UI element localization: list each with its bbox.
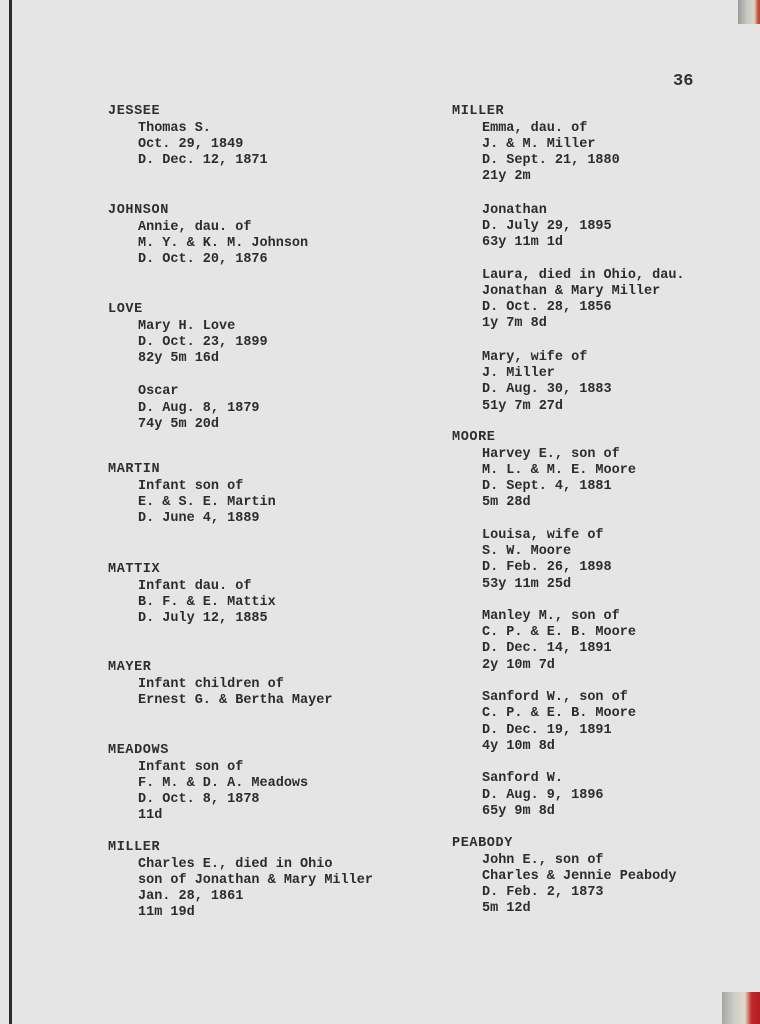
family-entry-johnson: [108, 203, 308, 268]
record-line: Oscar: [138, 384, 179, 400]
binding-edge-line: [9, 0, 12, 1024]
record-line: D. Sept. 21, 1880: [482, 153, 620, 169]
record-line: 53y 11m 25d: [482, 576, 572, 592]
record-line: D. Aug. 9, 1896: [482, 787, 604, 803]
record-line: Laura, died in Ohio, dau.: [482, 267, 685, 283]
record-line: 51y 7m 27d: [482, 398, 564, 414]
surname-heading: PEABODY: [452, 836, 513, 851]
record-line: Infant son of: [138, 759, 244, 775]
record-line: F. M. & D. A. Meadows: [138, 775, 309, 791]
record-line: J. Miller: [482, 366, 555, 382]
record-line: Charles E., died in Ohio: [138, 856, 333, 872]
record-line: J. & M. Miller: [482, 136, 596, 152]
record-line: Annie, dau. of: [138, 219, 252, 235]
family-entry-jessee: [108, 104, 268, 169]
adjacent-page-edge-top: [738, 0, 760, 24]
person-record: [108, 579, 276, 628]
record-line: Emma, dau. of: [482, 120, 588, 136]
person-record: [108, 760, 308, 825]
record-line: Mary, wife of: [482, 349, 588, 365]
record-line: Sanford W., son of: [482, 690, 628, 706]
record-line: B. F. & E. Mattix: [138, 594, 276, 610]
record-line: Oct. 29, 1849: [138, 136, 244, 152]
person-record: [108, 479, 276, 528]
record-line: 1y 7m 8d: [482, 316, 547, 332]
record-line: D. Oct. 20, 1876: [138, 252, 268, 268]
record-line: John E., son of: [482, 852, 604, 868]
record-line: D. Oct. 23, 1899: [138, 334, 268, 350]
family-entry-martin: [108, 462, 276, 527]
record-line: S. W. Moore: [482, 543, 572, 559]
record-line: D. Dec. 14, 1891: [482, 641, 612, 657]
record-line: Ernest G. & Bertha Mayer: [138, 692, 333, 708]
record-line: Jan. 28, 1861: [138, 889, 244, 905]
record-line: Jonathan: [482, 202, 547, 218]
person-record: [108, 121, 268, 170]
record-line: M. L. & M. E. Moore: [482, 462, 636, 478]
person-record: [452, 268, 685, 333]
record-line: D. July 29, 1895: [482, 218, 612, 234]
record-line: D. Feb. 26, 1898: [482, 560, 612, 576]
record-line: D. Dec. 19, 1891: [482, 722, 612, 738]
surname-heading: MOORE: [452, 430, 496, 445]
record-line: 4y 10m 8d: [482, 738, 555, 754]
surname-heading: MEADOWS: [108, 743, 169, 758]
person-record: [452, 121, 685, 186]
person-record: [108, 220, 308, 269]
record-line: D. Dec. 12, 1871: [138, 153, 268, 169]
record-line: D. Aug. 8, 1879: [138, 400, 260, 416]
person-record: [108, 677, 332, 710]
record-line: Infant son of: [138, 478, 244, 494]
surname-heading: LOVE: [108, 302, 143, 317]
record-line: Infant dau. of: [138, 578, 252, 594]
record-line: Manley M., son of: [482, 608, 620, 624]
person-record: [452, 609, 636, 674]
family-entry-moore: [452, 430, 636, 820]
record-line: D. Oct. 8, 1878: [138, 792, 260, 808]
record-line: D. June 4, 1889: [138, 511, 260, 527]
surname-heading: MARTIN: [108, 462, 161, 477]
record-line: D. July 12, 1885: [138, 611, 268, 627]
record-line: Jonathan & Mary Miller: [482, 283, 661, 299]
record-line: D. Aug. 30, 1883: [482, 382, 612, 398]
family-entry-miller: [452, 104, 685, 415]
family-entry-mattix: [108, 562, 276, 627]
record-line: 82y 5m 16d: [138, 351, 220, 367]
record-line: 74y 5m 20d: [138, 416, 220, 432]
record-line: 65y 9m 8d: [482, 803, 555, 819]
record-line: Infant children of: [138, 676, 284, 692]
record-line: D. Feb. 2, 1873: [482, 885, 604, 901]
person-record: [452, 690, 636, 755]
record-line: 63y 11m 1d: [482, 235, 564, 251]
adjacent-page-edge-bottom: [722, 992, 760, 1024]
record-line: Harvey E., son of: [482, 446, 620, 462]
family-entry-mayer: [108, 660, 332, 709]
record-line: 11m 19d: [138, 905, 195, 921]
person-record: [108, 319, 268, 368]
record-line: 5m 12d: [482, 901, 531, 917]
surname-heading: JESSEE: [108, 104, 161, 119]
record-line: C. P. & E. B. Moore: [482, 625, 636, 641]
page-number: 36: [673, 72, 694, 91]
surname-heading: MILLER: [452, 104, 505, 119]
family-entry-peabody: [452, 836, 676, 918]
record-line: 11d: [138, 808, 163, 824]
surname-heading: MILLER: [108, 840, 161, 855]
family-entry-miller-left: [108, 840, 373, 922]
record-line: E. & S. E. Martin: [138, 494, 276, 510]
person-record: [452, 350, 685, 415]
record-line: Sanford W.: [482, 771, 564, 787]
person-record: [452, 771, 636, 820]
surname-heading: MAYER: [108, 660, 152, 675]
record-line: D. Oct. 28, 1856: [482, 300, 612, 316]
surname-heading: MATTIX: [108, 562, 161, 577]
person-record: [452, 528, 636, 593]
record-line: M. Y. & K. M. Johnson: [138, 235, 309, 251]
person-record: [452, 853, 676, 918]
person-record: [452, 447, 636, 512]
record-line: Charles & Jennie Peabody: [482, 868, 677, 884]
record-line: D. Sept. 4, 1881: [482, 479, 612, 495]
record-line: Louisa, wife of: [482, 527, 604, 543]
surname-heading: JOHNSON: [108, 203, 169, 218]
person-record: [108, 384, 268, 433]
person-record: [108, 857, 373, 922]
record-line: Thomas S.: [138, 120, 211, 136]
family-entry-love: [108, 302, 268, 433]
record-line: 2y 10m 7d: [482, 657, 555, 673]
record-line: Mary H. Love: [138, 318, 236, 334]
family-entry-meadows: [108, 743, 308, 825]
record-line: C. P. & E. B. Moore: [482, 706, 636, 722]
record-line: 5m 28d: [482, 495, 531, 511]
record-line: 21y 2m: [482, 169, 531, 185]
record-line: son of Jonathan & Mary Miller: [138, 872, 373, 888]
person-record: [452, 203, 685, 252]
